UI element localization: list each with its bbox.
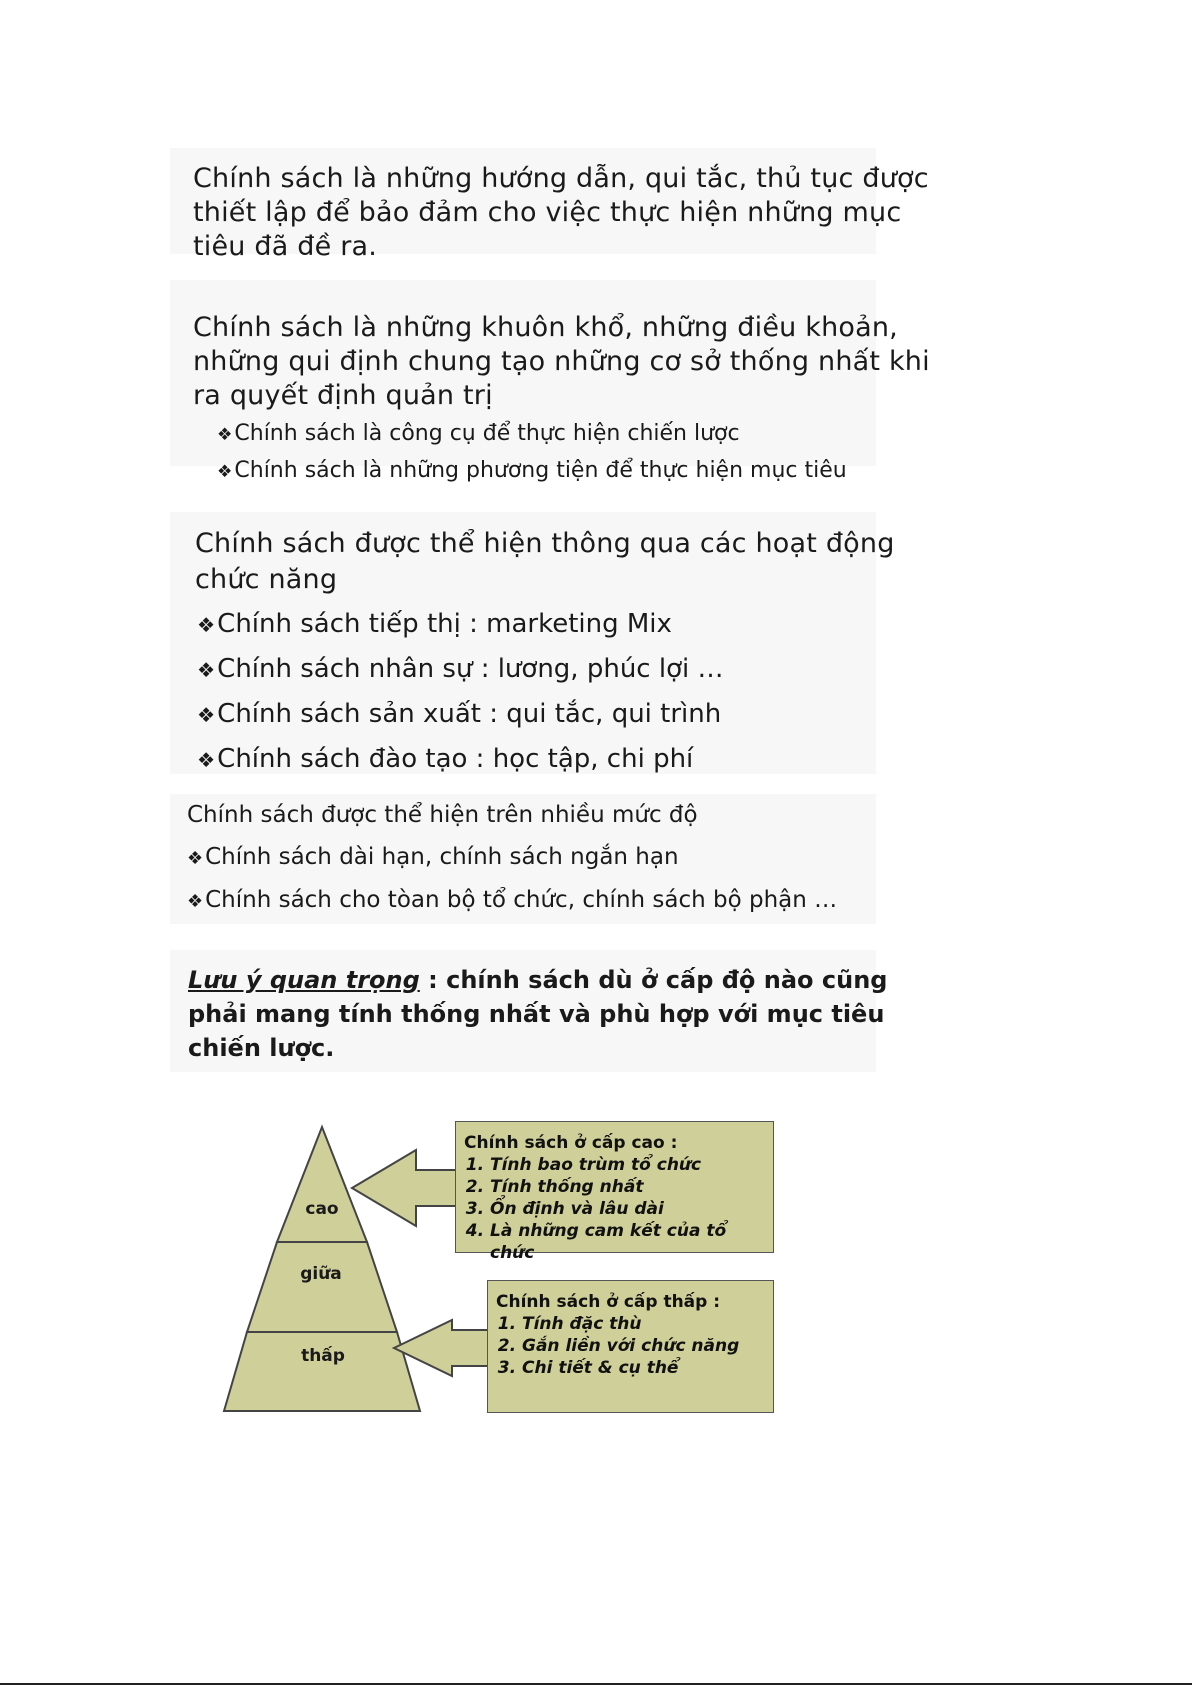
bullet-item: ❖ Chính sách là những phương tiện để thực hiện mục tiêu <box>217 453 847 490</box>
note-line-2: phải mang tính thống nhất và phù hợp với mục tiêu <box>188 1000 885 1028</box>
pyramid-tier-middle <box>247 1242 397 1332</box>
bullet-item: ❖ Chính sách tiếp thị : marketing Mix <box>197 602 723 647</box>
bullet-item: ❖ Chính sách dài hạn, chính sách ngắn hạn <box>187 836 837 880</box>
text-line: ra quyết định quản trị <box>193 380 493 411</box>
text-line: Chính sách là những hướng dẫn, qui tắc, thủ tục được <box>193 163 929 194</box>
text-line: tiêu đã đề ra. <box>193 231 378 262</box>
text-line: những qui định chung tạo những cơ sở thống nhất khi <box>193 346 930 377</box>
level-label-high: cao <box>305 1199 339 1219</box>
text-line: Chính sách được thể hiện trên nhiều mức độ <box>187 802 698 828</box>
text-line: thiết lập để bảo đảm cho việc thực hiện những mục <box>193 197 902 228</box>
note-label: Lưu ý quan trọng <box>188 966 420 994</box>
high-box-title: Chính sách ở cấp cao : <box>464 1133 678 1153</box>
high-box-item: 3. Ổn định và lâu dài <box>490 1198 765 1220</box>
low-box-item: 2. Gắn liền với chức năng <box>522 1335 765 1357</box>
bullet-item: ❖ Chính sách sản xuất : qui tắc, qui trình <box>197 692 723 737</box>
high-level-policy-box <box>455 1121 774 1263</box>
low-level-policy-box <box>487 1280 774 1413</box>
pyramid-tier-high <box>277 1127 367 1242</box>
high-box-item: 1. Tính bao trùm tổ chức <box>490 1154 765 1176</box>
low-box-item: 3. Chi tiết & cụ thể <box>522 1357 765 1379</box>
bullet-item: ❖ Chính sách nhân sự : lương, phúc lợi … <box>197 647 723 692</box>
note-text: : chính sách dù ở cấp độ nào cũng <box>419 966 888 994</box>
level-label-middle: giữa <box>300 1264 342 1284</box>
text-line: chức năng <box>195 564 338 595</box>
low-box-title: Chính sách ở cấp thấp : <box>496 1292 721 1312</box>
bullet-item: ❖ Chính sách cho tòan bộ tổ chức, chính sách bộ phận … <box>187 880 837 922</box>
bullet-item: ❖ Chính sách là công cụ để thực hiện chiến lược <box>217 416 847 453</box>
note-line-3: chiến lược. <box>188 1034 335 1062</box>
high-box-item: 2. Tính thống nhất <box>490 1176 765 1198</box>
text-line: Chính sách là những khuôn khổ, những điều khoản, <box>193 312 898 343</box>
bullet-item: ❖ Chính sách đào tạo : học tập, chi phí <box>197 737 723 782</box>
pyramid-tier-low <box>224 1332 420 1411</box>
arrow-high-connector <box>352 1150 456 1226</box>
text-line: Chính sách được thể hiện thông qua các hoạt động <box>195 528 895 559</box>
low-box-item: 1. Tính đặc thù <box>522 1313 765 1335</box>
level-label-low: thấp <box>301 1346 345 1366</box>
high-box-item: 4. Là những cam kết của tổ chức <box>490 1220 765 1264</box>
